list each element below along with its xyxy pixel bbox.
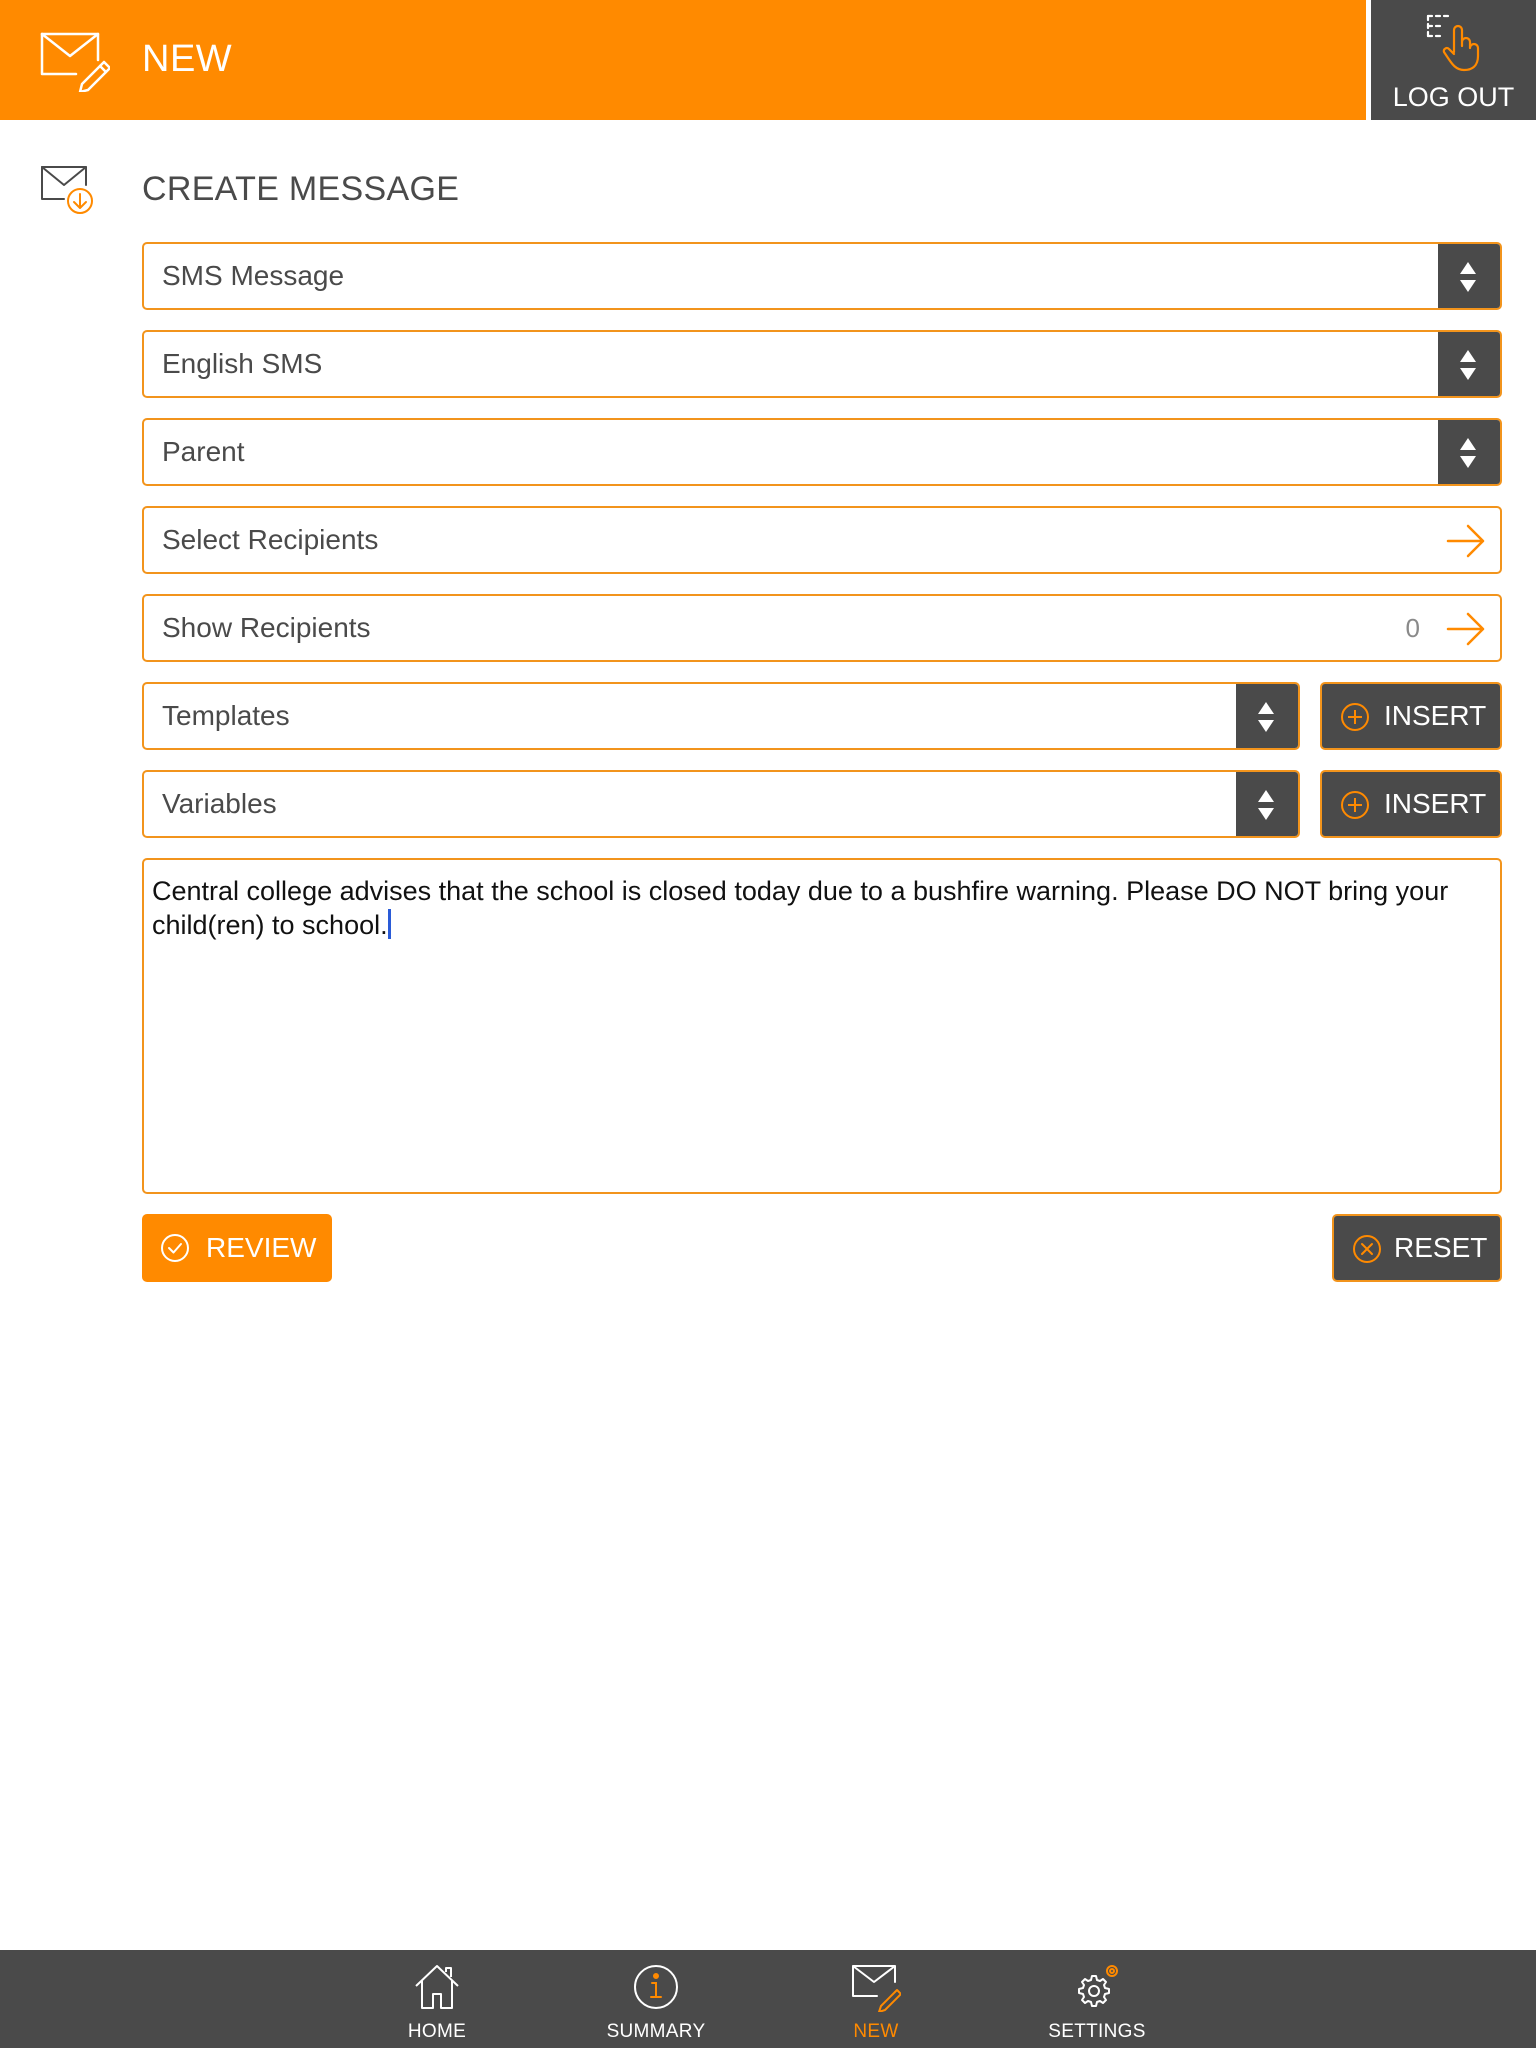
logout-tap-icon [1426,12,1486,72]
review-label: REVIEW [206,1232,317,1263]
tab-settings-label: SETTINGS [1048,2021,1146,2042]
arrow-right-icon [1446,612,1486,646]
logout-label: LOG OUT [1392,82,1515,112]
tab-home[interactable] [337,1950,537,2048]
plus-circle-icon [1340,790,1370,820]
language-value: English SMS [162,348,323,379]
compose-mail-icon [40,28,110,92]
sort-arrows-icon [1457,348,1479,382]
recipient-count: 0 [1405,613,1420,643]
select-recipients-label: Select Recipients [162,524,379,555]
templates-select[interactable] [142,682,1300,750]
insert-variable-button[interactable] [1320,770,1502,838]
tab-new-label: NEW [853,2021,899,2042]
close-circle-icon [1352,1234,1382,1264]
select-recipients-row[interactable] [142,506,1502,574]
templates-value: Templates [162,700,290,731]
message-text: Central college advises that the school is closed today due to a bushfire warning. Please DO NOT bring your child(ren) to school. [152,876,1449,940]
select-spinner[interactable] [1438,244,1500,308]
check-circle-icon [160,1233,190,1263]
page-title: NEW [142,38,233,80]
select-spinner[interactable] [1236,772,1298,836]
show-recipients-row[interactable] [142,594,1502,662]
info-icon [631,1962,681,2012]
sort-arrows-icon [1457,260,1479,294]
language-select[interactable] [142,330,1502,398]
message-type-value: SMS Message [162,260,345,291]
sort-arrows-icon [1457,436,1479,470]
arrow-right-icon [1446,524,1486,558]
select-spinner[interactable] [1438,420,1500,484]
compose-icon [851,1962,901,2012]
audience-select[interactable] [142,418,1502,486]
plus-circle-icon [1340,702,1370,732]
message-textarea[interactable] [142,858,1502,1194]
top-bar [0,0,1366,120]
reset-button[interactable] [1332,1214,1502,1282]
tab-new[interactable] [776,1950,976,2048]
tab-summary[interactable] [556,1950,756,2048]
logout-button[interactable] [1371,0,1536,120]
review-button[interactable] [142,1214,332,1282]
tab-summary-label: SUMMARY [606,2021,706,2042]
section-title: CREATE MESSAGE [142,170,460,208]
home-icon [412,1962,462,2012]
sort-arrows-icon [1255,788,1277,822]
tab-home-label: HOME [407,2021,467,2042]
tab-settings[interactable] [997,1950,1197,2048]
select-spinner[interactable] [1236,684,1298,748]
bottom-tab-bar [0,1950,1536,2048]
reset-label: RESET [1394,1232,1488,1263]
variables-value: Variables [162,788,277,819]
insert-label: INSERT [1384,700,1487,731]
text-caret [388,909,391,939]
show-recipients-label: Show Recipients [162,612,371,643]
insert-label: INSERT [1384,788,1487,819]
gear-icon [1072,1962,1122,2012]
insert-template-button[interactable] [1320,682,1502,750]
audience-value: Parent [162,436,245,467]
select-spinner[interactable] [1438,332,1500,396]
sort-arrows-icon [1255,700,1277,734]
create-message-icon [40,165,96,215]
message-type-select[interactable] [142,242,1502,310]
variables-select[interactable] [142,770,1300,838]
